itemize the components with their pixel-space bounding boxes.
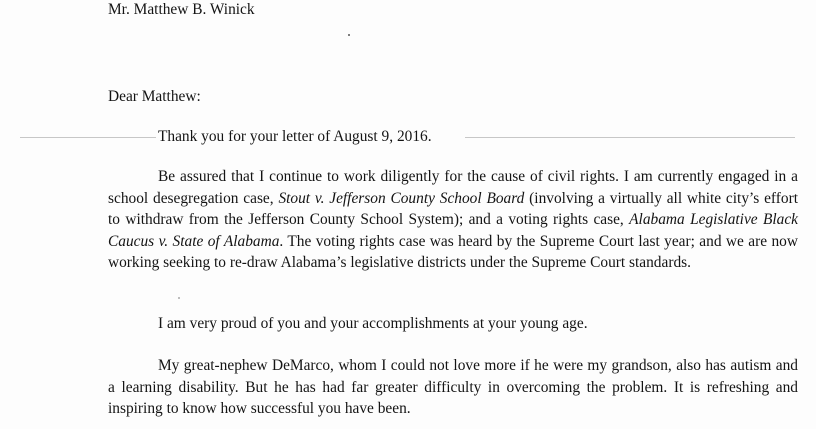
paragraph-text: Be assured that I continue to work diligently for the cause of civil rights. I am currently engaged in a school desegregation case,	[108, 168, 798, 207]
scan-speck	[178, 297, 180, 299]
paragraph-proud	[108, 313, 798, 335]
paragraph-text: I am very proud of you and your accomplishments at your young age.	[158, 315, 588, 332]
paragraph-text: (involving a virtually all white city’s effort to withdraw from the Jefferson County School System); and a voting rights case,	[108, 189, 798, 229]
case-name: Stout v. Jefferson County School Board	[278, 189, 525, 207]
paragraph-demarco	[108, 355, 798, 420]
salutation: Dear Matthew:	[108, 88, 201, 105]
scan-speck	[348, 34, 350, 36]
case-name: Alabama Legislative Black Caucus v. State of Alabama	[108, 211, 798, 250]
thanks-line: Thank you for your letter of August 9, 2016.	[158, 128, 432, 145]
paragraph-text: . The voting rights case was heard by the Supreme Court last year; and we are now working seeking to re-draw Alabama’s legislative districts under the Supreme Court standards.	[108, 232, 798, 272]
scan-streak	[465, 137, 795, 138]
scan-streak	[20, 137, 156, 138]
addressee: Mr. Matthew B. Winick	[108, 1, 255, 18]
paragraph-civil-rights	[108, 166, 798, 274]
paragraph-text: My great-nephew DeMarco, whom I could not love more if he were my grandson, also has autism and a learning disability. But he has had far greater difficulty in overcoming the problem. It is refreshing and inspiring to know how successful you have been.	[108, 357, 798, 418]
